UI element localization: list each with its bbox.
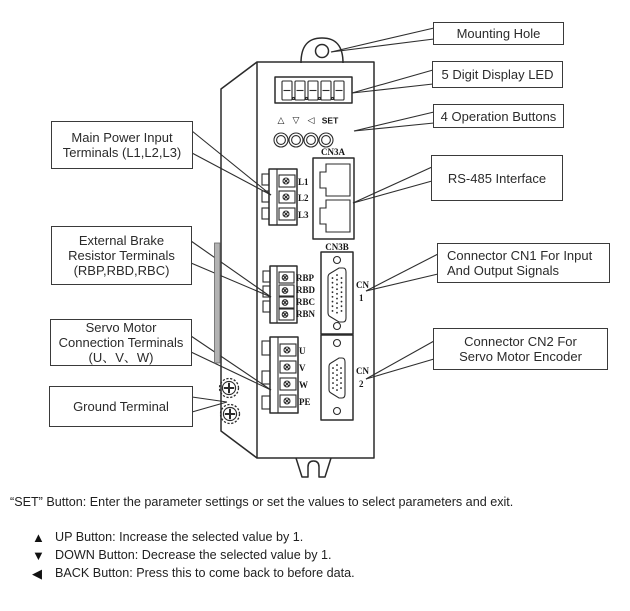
button-circles <box>274 133 333 147</box>
cn2-label-line2: 2 <box>359 379 364 389</box>
cn3b-label: CN3B <box>325 242 349 252</box>
terminal-label-pe: PE <box>299 397 311 407</box>
down-triangle-icon: ▽ <box>292 116 300 126</box>
operation-buttons <box>274 116 339 148</box>
legend-up-text: UP Button: Increase the selected value by 1. <box>55 530 304 544</box>
callout-line: (U、V、W) <box>88 350 154 365</box>
motor-terminal-block <box>262 337 311 413</box>
callout-line: 5 Digit Display LED <box>441 67 554 82</box>
callout-line: Resistor Terminals <box>68 248 175 263</box>
callout-display-led <box>432 61 563 88</box>
up-triangle-icon: △ <box>277 116 285 126</box>
callout-line: 4 Operation Buttons <box>440 108 557 124</box>
callout-line: Servo Motor Encoder <box>459 349 582 364</box>
callout-operation-buttons <box>433 104 564 128</box>
bottom-mounting-tab <box>296 458 331 477</box>
servo-drive-outline <box>215 38 375 477</box>
callout-line: Mounting Hole <box>456 26 541 41</box>
up-filled-triangle-icon: ▲ <box>32 529 45 545</box>
down-filled-triangle-icon: ▼ <box>32 547 45 563</box>
button-legend <box>0 487 630 583</box>
callout-line: Servo Motor <box>85 320 157 335</box>
callout-line: RS-485 Interface <box>447 170 547 186</box>
callout-servo-motor-terminals <box>50 319 192 366</box>
callout-line: Connection Terminals <box>58 335 184 350</box>
callout-line: Connector CN2 For <box>464 334 577 349</box>
ground-screw-bottom <box>221 405 240 424</box>
callout-cn1 <box>437 243 610 283</box>
back-filled-triangle-icon: ◀ <box>32 565 42 581</box>
callout-main-power-terminals <box>51 121 193 169</box>
terminal-label-u: U <box>299 346 306 356</box>
mounting-hole <box>316 45 329 58</box>
cn3a-label: CN3A <box>321 147 345 157</box>
terminal-label-rbp: RBP <box>296 273 314 283</box>
legend-back-text: BACK Button: Press this to come back to before data. <box>55 566 355 580</box>
callout-ground-terminal <box>49 386 193 427</box>
cn1-label-line2: 1 <box>359 293 364 303</box>
terminal-label-rbc: RBC <box>296 297 316 307</box>
rj45-jack-cn3a <box>320 164 350 196</box>
terminal-label-rbn: RBN <box>296 309 316 319</box>
legend-down-text: DOWN Button: Decrease the selected value by 1. <box>55 548 332 562</box>
callout-cn2 <box>433 328 608 370</box>
legend-down <box>32 547 630 563</box>
terminal-label-w: W <box>299 380 308 390</box>
power-terminal-block <box>262 169 309 225</box>
callout-line: External Brake <box>78 233 165 248</box>
callout-line: Ground Terminal <box>73 399 169 414</box>
legend-set-text: “SET” Button: Enter the parameter settings or set the values to select parameters and exit. <box>10 495 514 509</box>
leader-lines <box>191 28 438 412</box>
cn1-label-line1: CN <box>356 280 369 290</box>
cn2-label-line1: CN <box>356 366 369 376</box>
callout-line: Terminals (L1,L2,L3) <box>62 145 182 160</box>
callout-line: Main Power Input <box>71 130 173 145</box>
terminal-label-l2: L2 <box>298 193 309 203</box>
side-rail <box>215 243 221 363</box>
brake-terminal-block <box>263 266 316 323</box>
rs485-rj45-block <box>313 147 354 252</box>
rj45-jack-cn3b <box>320 200 350 232</box>
legend-back <box>32 565 630 581</box>
led-display <box>275 77 352 103</box>
ground-screw-top <box>220 379 239 398</box>
terminal-label-l3: L3 <box>298 210 309 220</box>
callout-line: (RBP,RBD,RBC) <box>73 263 170 278</box>
legend-up <box>32 529 630 545</box>
set-label: SET <box>321 115 339 126</box>
cn2-connector <box>321 335 369 420</box>
terminal-label-rbd: RBD <box>296 285 316 295</box>
callout-rs485-interface <box>431 155 563 201</box>
callout-brake-resistor-terminals <box>51 226 192 285</box>
terminal-label-v: V <box>299 363 306 373</box>
callout-line: And Output Signals <box>447 263 560 278</box>
back-triangle-icon: ◁ <box>307 116 315 126</box>
callout-line: Connector CN1 For Input <box>447 248 593 263</box>
cn1-connector <box>321 252 369 334</box>
seven-segment-digits <box>282 81 344 100</box>
terminal-label-l1: L1 <box>298 177 309 187</box>
callout-mounting-hole <box>433 22 564 45</box>
